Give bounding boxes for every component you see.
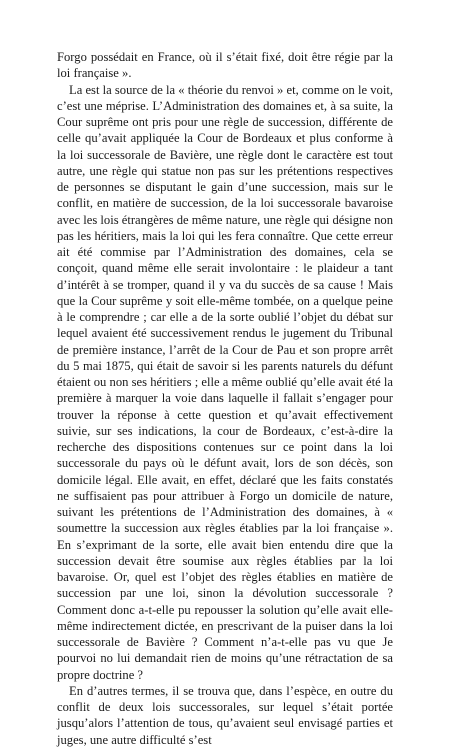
paragraph-2: La est la source de la « théorie du renvoi » et, comme on le voit, c’est une méprise. L’Administration des domaines et, à sa suite, la Cour suprême ont pris pour une règle de succession, différente de celle qu’avait appliquée la Cour de Bordeaux et plus conforme à la loi successorale de Bavière, une règle dont le caractère est tout autre, une règle qui statue non pas sur les prétentions respectives de personnes se disputant le gain d’une succession, mais sur le conflit, en matière de succession, de la loi successorale bavaroise avec les lois étrangères de même nature, une règle qui désigne non pas les héritiers, mais la loi qui les fera connaître. Que cette erreur ait été commise par l’Administration des domaines, cela se conçoit, quand même elle serait involontaire : le plaideur a tant d’intérêt à se tromper, quand il y va du succès de sa cause ! Mais que la Cour suprême y soit elle-même tombée, on a quelque peine à le comprendre ; car elle a de la sorte oublié l’objet du débat sur lequel avaient été successivement rendus le jugement du Tribunal de première instance, l’arrêt de la Cour de Pau et son propre arrêt du 5 mai 1875, qui était de savoir si les parents naturels du défunt étaient ou non ses héritiers ; elle a même oublié qu’elle avait été la première à marquer la voie dans laquelle il fallait s’engager pour trouver la réponse à cette question et qu’avait effectivement suivie, sur ses indications, la cour de Bordeaux, c’est-à-dire la recherche des dispositions contenues sur ce point dans la loi successorale du pays où le défunt avait, lors de son décès, son domicile légal. Elle avait, en effet, déclaré que les faits constatés ne suffisaient pas pour attribuer à Forgo un domicile de nature, suivant les prétentions de l’Administration des domaines, à « soumettre la succession aux règles établies par la loi française ». En s’exprimant de la sorte, elle avait bien entendu dire que la succession devait être soumise aux règles établies par la loi bavaroise. Or, quel est l’objet des règles établies en matière de succession par une loi, sinon la dévolution successorale ? Comment donc a-t-elle pu repousser la solution qu’elle avait elle-même indirectement dictée, en prescrivant de la puiser dans la loi successorale de Bavière ? Comment n’a-t-elle pas vu que Je pourvoi no lui demandait rien de moins qu’une rétractation de sa propre doctrine ?: [57, 82, 393, 682]
paragraph-3: En d’autres termes, il se trouva que, dans l’espèce, en outre du conflit de deux lois successorales, sur lequel s’était portée jusqu’alors l’attention de tous, qu’avaient seul envisagé parties et juges, une autre difficulté s’est: [57, 683, 393, 747]
document-page: [57, 49, 393, 748]
paragraph-1: Forgo possédait en France, où il s’était fixé, doit être régie par la loi française ».: [57, 50, 393, 81]
